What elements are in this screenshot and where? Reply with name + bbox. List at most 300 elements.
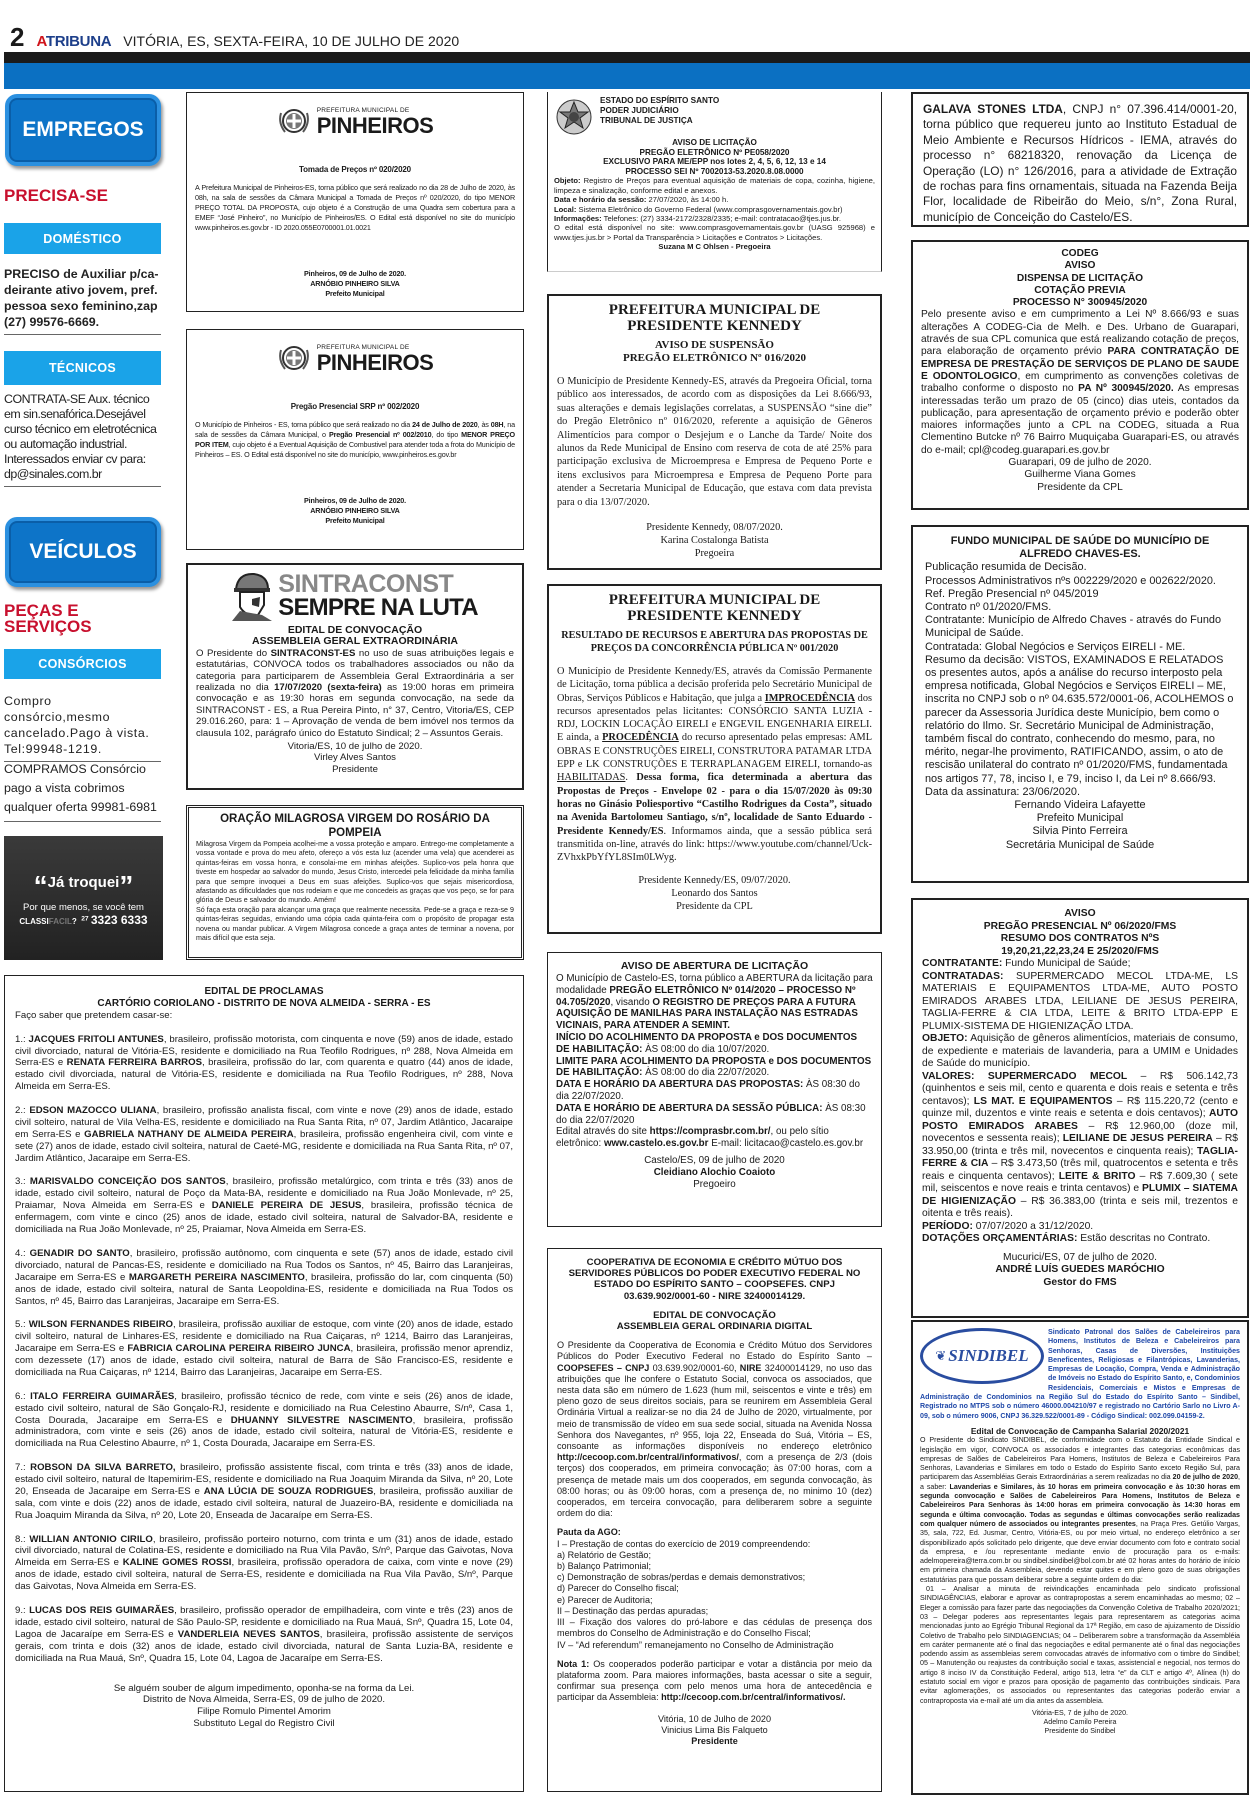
- text-run: O Município de Castelo-ES, torna público a ABERTURA da licitação para modalidade: [556, 973, 873, 996]
- text-run: 2.:: [15, 1105, 30, 1117]
- sign-name: Virley Alves Santos: [314, 752, 396, 764]
- crest-icon: [277, 105, 311, 137]
- notice-proclamas: [4, 975, 524, 1792]
- text-run: ROBSON DA SILVA BARRETO,: [30, 1462, 176, 1474]
- paragraph: [922, 1033, 1238, 1071]
- notice-title: FUNDO MUNICIPAL DE SAÚDE DO MUNICÍPIO DE ALFREDO CHAVES-ES.: [950, 535, 1210, 561]
- signature: [920, 1709, 1240, 1737]
- paragraph: [554, 205, 875, 214]
- paragraph: [556, 1056, 873, 1080]
- header-black-rule: [4, 52, 1250, 63]
- text-run: ÀS 08:00 do dia 22/07/2020.: [642, 1067, 770, 1079]
- sign-place: Presidente Kennedy/ES, 09/07/2020.: [638, 875, 791, 887]
- text-run: MARGARETH PEREIRA NASCIMENTO: [128, 1271, 305, 1283]
- text-run: , brasileira, profissão auxiliar de estoque, com vinte (20) anos de idade, estado civil solteiro, natural de Linhares-ES, residente e domiciliado na Rua Caiçaras, nº 1214, Bairro das Laranjeiras, Jacaraipe em Serra-ES e: [15, 1319, 513, 1355]
- promo-ddd: 27: [81, 914, 89, 922]
- sign-name: Filipe Romulo Pimentel Amorim: [197, 1706, 331, 1718]
- notice-pinheiros-pregao: [186, 329, 524, 550]
- sign-name: Guilherme Viana Gomes: [1024, 469, 1136, 481]
- paragraph: Contratada: Global Negócios e Serviços EIRELI - ME.: [925, 640, 1186, 653]
- notice-galava: [911, 92, 1249, 227]
- paragraph: [15, 1105, 513, 1165]
- text-run: , visando: [610, 996, 653, 1008]
- category-domestico[interactable]: DOMÉSTICO: [4, 223, 161, 254]
- text-run: , brasileira, profissão do lar, com cinquenta (50) anos de idade, estado civil solteira, natural de Santa Leopoldina-ES, residente e domiciliada na Rua Todos os Santos, nº 45, Bairro das Laranjeiras, Jacaraipe em Serra-ES.: [15, 1271, 514, 1307]
- paragraph: [556, 1079, 873, 1103]
- text-run: 4.:: [15, 1247, 30, 1259]
- text-run: , brasileira, profissão do lar, com quarenta e quatro (44) anos de idade, estado civil divorciada, natural de Vitória-ES, residente e domiciliada na Rua Teofilo Rodrigues, nº 288, Nova Almeida em Serra-ES.: [15, 1057, 513, 1093]
- signature: [922, 1252, 1238, 1290]
- paragraph: [15, 1176, 513, 1236]
- pinheiros-logo: [195, 342, 515, 374]
- paragraph: [922, 958, 1238, 971]
- notice-mucurici: [911, 898, 1249, 1318]
- text-run: Pregão Presencial nº 002/2010: [328, 430, 432, 439]
- notice-body: [920, 1436, 1240, 1585]
- prayer-instructions: Só faça esta oração para alcançar uma graça que realmente necessita. Pede-se a graça e reza-se 9 quintas-feiras seguidas, enviando uma cópia cada quinta-feira com o propósito de propagar esta novena ou mandar publicar. A Virgem Milagrosa concede a graça antes de terminar a novena, por mais difícil que esta seja.: [196, 905, 514, 943]
- title-line: PROCESSO N° 300945/2020: [1012, 297, 1148, 309]
- paragraph: [922, 971, 1238, 1034]
- promo-brand-b: FACIL: [48, 916, 72, 926]
- sign-role: Prefeito Municipal: [325, 289, 385, 298]
- text-run: ITALO FERREIRA GUIMARÃES: [30, 1390, 175, 1402]
- text-run: PROCEDÊNCIA: [602, 732, 679, 744]
- text-run: DANIELE PEREIRA DE JESUS: [211, 1200, 362, 1212]
- closing-line: Se alguém souber de algum impedimento, oponha-se na forma da Lei.: [113, 1682, 415, 1694]
- closing: [15, 1683, 513, 1731]
- paragraph: Contratante: Município de Alfredo Chaves - através do Fundo Municipal de Saúde.: [925, 614, 1222, 640]
- heading-precisa-se: PRECISA-SE: [4, 186, 108, 205]
- notice-title: Tomada de Preços nº 020/2020: [299, 165, 411, 174]
- signature: [925, 799, 1235, 852]
- text-run: , brasileiro, profissão operador de empilhadeira, com vinte e três (23) anos de idade, estado civil solteiro, natural de São Paulo-SP, residente e domiciliado na Rua Mauá, Snº, Quadra 15, Lote 04, Lagoa de Jacaraípe em Serra-ES e: [15, 1604, 513, 1640]
- org-line: PREFEITURA MUNICIPAL DE: [608, 302, 821, 318]
- paragraph: Publicação resumida de Decisão.: [925, 561, 1087, 574]
- sign-name: ANDRÉ LUÍS GUEDES MARÓCHIO: [995, 1264, 1165, 1275]
- paragraph: O edital está disponível no site: www.comprasgovernamentais.gov.br (UASG 925968) e www.tjes.jus.br > Portal da Transparência > Licitações e Contratos > Licitações.: [554, 223, 875, 242]
- page-number: 2: [10, 22, 25, 52]
- text-run: , brasileira, profissão auxiliar de sala, com vinte e dois (22) anos de idade, estado civil solteira, natural de Juazeiro-BA, residente e domiciliada na Rua Joaquim Miranda da Silva, nº 20, Lote 20, Enseada de Jacaraípe em Serra-ES.: [15, 1485, 513, 1521]
- sign-name: Cleidiano Alochio Coaioto: [653, 1166, 776, 1178]
- text-run: – R$ 7.609,30 ( sete mil, seiscentos e nove reais e trinta centavos) e: [922, 1170, 1238, 1194]
- text-run: , em cumprimento as convenções coletivas de trabalho conforme o disposto no: [921, 370, 1239, 395]
- text-run: O Presidente da Cooperativa de Economia e Crédito Mútuo dos Servidores Públicos do Poder Executivo Federal no Estado do Espírito Santo –: [557, 1340, 872, 1362]
- text-run: GALAVA STONES LTDA: [923, 102, 1063, 116]
- logo-big: PINHEIROS: [316, 113, 434, 138]
- text-run: do recurso apresentado pelas empresas: AML OBRAS E CONSTRUÇÕES EIRELI, CONSTRUTORA PATAMAR LTDA EPP e LK CONSTRUÇÕES E TERRAPLANAGEM EIRELI, tornando-as: [557, 732, 872, 771]
- notice-titles: [15, 986, 513, 1010]
- notice-body: [195, 420, 515, 460]
- agenda-list: [557, 1539, 872, 1651]
- text-run: no uso de suas atribuições legais e estatutárias, CONVOCA todos os trabalhadores associados ou não da categoria para participarem de Assembleia Geral Extraordinária a ser realizada no dia: [196, 647, 514, 694]
- title-line: DISPENSA DE LICITAÇÃO: [1016, 272, 1144, 284]
- notice-titles: [557, 339, 872, 365]
- notice-org: COOPERATIVA DE ECONOMIA E CRÉDITO MÚTUO DOS SERVIDORES PÚBLICOS DO PODER EXECUTIVO FEDERAL NO ESTADO DO ESPÍRITO SANTO – COOPSEFES. CNPJ 03.639.902/0001-60 - NIRE 32400014129.: [568, 1257, 861, 1302]
- text-run: O Presidente do Sindicato SINDIBEL, de conformidade com o Estatuto da Entidade Sindical e legislação em vigor, CONVOCA os associados e integrantes das categorias econômicas das empresas de Salões de Cabeleireiros Para Homens, Institutos de Beleza e Cabeleireiros Para Senhoras, Lavanderias e Similares em todo o Estado do Espírito Santo exceto Região Sul, para participarem das Assembléias Gerais Extraordinárias a serem realizadas no dia: [920, 1436, 1240, 1482]
- sign-name: ARNÓBIO PINHEIRO SILVA: [310, 279, 400, 288]
- text-run: COOPSEFES – CNPJ: [557, 1362, 650, 1373]
- sign-role: Prefeito Municipal: [1036, 812, 1124, 825]
- text-run: PA Nº 300945/2020.: [1078, 383, 1174, 395]
- sign-role: Presidente: [332, 763, 378, 775]
- paragraph: e) Parecer de Auditoria;: [557, 1594, 653, 1605]
- text-run: http://cecoop.com.br/central/informativos/.: [661, 1692, 846, 1703]
- newspaper-logo: [36, 33, 111, 50]
- text-run: Local:: [554, 204, 577, 214]
- section-veiculos[interactable]: VEÍCULOS: [5, 517, 161, 587]
- text-run: , brasileiro, profissão técnico de rede, com vinte e seis (26) anos de idade, estado civil solteiro, natural de São Gonçalo-RJ, residente e domiciliado na Rua Celestino Abaurre, S/nº, Casa 1, Costa Dourada, Jacaraipe em Serra-ES e: [15, 1390, 513, 1426]
- signature: [557, 1714, 872, 1748]
- text-run: ÀS 08:30 do dia 22/07/2020.: [556, 1079, 860, 1102]
- text-run: LEILIANE DE JESUS PEREIRA: [1062, 1133, 1213, 1144]
- org-line: PREFEITURA MUNICIPAL DE: [608, 592, 821, 608]
- paragraph: [15, 1462, 513, 1522]
- category-consorcios[interactable]: CONSÓRCIOS: [4, 649, 161, 679]
- sign-role: Presidente: [691, 1735, 738, 1746]
- text-run: ANA LÚCIA DE SOUZA RODRIGUES: [203, 1485, 374, 1497]
- text-run: – R$ 3.473,50 (três mil, quatrocentos e setenta e três reais e cinquenta centavos);: [922, 1158, 1238, 1182]
- text-run: WILSON FERNANDES RIBEIRO: [28, 1319, 173, 1331]
- notice-title: Edital de Convocação de Campanha Salarial 2020/2021: [970, 1425, 1190, 1436]
- text-run: JACQUES FRITOLI ANTUNES: [28, 1033, 164, 1045]
- text-run: NIRE: [739, 1362, 762, 1373]
- text-run: , brasileiro, profissão metalúrgico, com trinta e três (33) anos de idade, estado civil solteiro, natural de Poço da Mata-BA, residente e domiciliado na Rua João Monlevade, nº 25, Praiamar, Nova Almeida em Serra-ES e: [15, 1176, 513, 1212]
- text-run: MARISVALDO CONCEIÇÃO DOS SANTOS: [29, 1176, 226, 1188]
- text-run: , cujo objeto é a Eventual Aquisição de Combustivel para atender toda a frota do Município de Pinheiros – ES. O Edital está disponível no site do município, www.pinheiros.es.gov.br: [195, 440, 516, 459]
- text-run: OBJETO:: [922, 1033, 968, 1044]
- notice-body: [921, 309, 1239, 457]
- classified-ad: [4, 266, 161, 335]
- text-run: Registro de Preços para eventual aquisição de materiais de copa, cozinha, higiene, limpeza e sinalização, conforme edital e anexos.: [554, 176, 875, 195]
- text-run: , a saber:: [920, 1473, 1240, 1491]
- sign-place: Vitória-ES, 7 de julho de 2020.: [1031, 1708, 1129, 1717]
- text-run: GABRIELA NATHANY DE ALMEIDA PEREIRA: [84, 1128, 294, 1140]
- signature: [195, 496, 515, 526]
- agenda-items: 01 – Analisar a minuta de reivindicações encaminhada pelo sindicato profissional SINDIAGÊNCIAS, elaborar e aprovar as contrapropostas a serem encaminhadas ao mesmo; 02 – Eleger a comissão para fazer parte das negociações da Convenção Coletiva de Trabalho 2020/2021; 03 – Delegar poderes aos representantes legais para representarem as categorias acima mencionadas junto ao Egrégio Tribunal Regional da 17ª Região, em caso de ajuizamento de Dissídio Coletivo de Trabalho pelo SINDIAGENCIAS; 04 – Deliberarem sobre a transformação da Assembléia em caráter permanente até o final das negociações e edital permanente até o final das negociações podendo assim as assembleias serem convocadas através de informativo com o timbre do Sindibel; 05 – Manutenção ou reajustes da contribuição social e taxas, assistencial e negocial, nos termos do artigo 8 inciso IV da Constituição Federal, artigo 513, letra “e” da CLT e artigo 4º, Alínea (h) do estatuto social em vigor e prazos para oposição de pagamento das contribuições sindicais. Para evitar aglomerações, os associados ou representantes das categorias poderão enviar a contraproposta via e-mail até um dia antes da assembleia.: [920, 1585, 1240, 1705]
- sign-name: Vinicius Lima Bis Falqueto: [661, 1724, 768, 1735]
- sintraconst-logo: [196, 571, 514, 621]
- paragraph: [556, 973, 873, 1032]
- text-run: DATA E HORÁRIO DA ABERTURA DAS PROPOSTAS:: [556, 1079, 804, 1091]
- text-run: , brasileira, profissão técnica de enfermagem, com vinte e cinco (25) anos de idade, estado civil solteira, natural de Salvador-BA, residente e domiciliada na Rua João Monlevade, nº 25, Praiamar, Nova Almeida em Serra-ES.: [15, 1200, 513, 1236]
- text-run: O Município de Presidente Kennedy/ES, através da Comissão Permanente de Licitação, torna pública a decisão proferida pelo Secretário Municipal de Obras, Serviços Públicos e Habitação, que julga a: [557, 666, 872, 704]
- title-line: CARTÓRIO CORIOLANO - DISTRITO DE NOVA ALMEIDA - SERRA - ES: [97, 997, 431, 1009]
- notice-org: [557, 592, 872, 624]
- notice-body: [557, 1340, 872, 1519]
- paragraph: [15, 1605, 513, 1665]
- text-run: Nota 1:: [557, 1658, 590, 1669]
- sign-name: ARNÓBIO PINHEIRO SILVA: [310, 506, 400, 515]
- text-run: brasileiro, profissão assistente fiscal, com trinta e três (33) anos de idade, estado civil solteiro, natural de Itapemirim-ES, residente e domiciliado na Rua Joaquim Miranda da Silva, nº 20, Lote 20, Enseada de Jacaraipe em Serra-ES e: [15, 1462, 513, 1497]
- section-empregos[interactable]: EMPREGOS: [5, 94, 161, 166]
- tj-header: [554, 96, 875, 138]
- text-run: dos recursos apresentados pelas licitantes: CONSÓRCIO SANTA LUZIA - RDJ, LOCKIN LOCAÇÃO EIRELI e ENGEVIL ENGENHARIA EIRELI. E ainda, a: [557, 692, 872, 744]
- signature: [921, 457, 1239, 494]
- text-run: SINTRACONST-ES: [270, 647, 356, 659]
- text-run: As empresas interessadas terão um prazo de 05 (cinco) dias uteis, contados da publicação, para apresentação de orçamento prévio e poderão obter maiores informações junto a CPL na CODEG, situada a Rua Clementino Butcke nº 76 Bairro Muquiçaba Guarapari-ES, ou através do e-mail; cpl@codeg.guarapari.es.gov.br: [921, 383, 1239, 456]
- paragraph: [922, 1071, 1238, 1221]
- signature: [557, 521, 872, 560]
- text-run: DATA E HORÁRIO DE ABERTURA DA SESSÃO PÚBLICA:: [556, 1102, 823, 1114]
- paragraph: Data da assinatura: 23/06/2020.: [925, 785, 1081, 798]
- title-line: PREGÃO ELETRÔNICO Nº PE058/2020: [639, 147, 790, 157]
- notice-titles: [557, 1310, 872, 1332]
- sign-name: Fernando Videira Lafayette: [1014, 799, 1146, 812]
- text-run: PLUMIX – SIATEMA DE HIGIENIZAÇÃO: [922, 1183, 1238, 1207]
- sign-place: Presidente Kennedy, 08/07/2020.: [646, 522, 783, 534]
- notice-org: [557, 302, 872, 334]
- notice-codeg: [911, 240, 1249, 510]
- text-run: GENADIR DO SANTO: [29, 1247, 130, 1259]
- promo-brand: CLASSI: [19, 916, 49, 926]
- org-line: PRESIDENTE KENNEDY: [627, 318, 802, 334]
- notice-sintraconst: [186, 563, 524, 790]
- close-quote-icon: ”: [119, 869, 134, 901]
- sign-role: Presidente da CPL: [1037, 481, 1123, 493]
- text-run: , na sala de sessões da Câmara Municipal, o: [195, 420, 515, 439]
- text-run: , às: [477, 420, 491, 429]
- text-run: – R$ 115.220,72 (cento e quinze mil, duzentos e vinte reais e setenta e dois centavos);: [922, 1095, 1238, 1119]
- text-run: RENATA FERREIRA BARROS: [66, 1057, 202, 1069]
- sign-place: Pinheiros, 09 de Julho de 2020.: [303, 496, 406, 505]
- sign-role: Pregoeiro: [693, 1178, 736, 1190]
- text-run: ÀS 08:00 do dia 10/07/2020.: [642, 1043, 770, 1055]
- sign-role: Pregoeira: [694, 548, 735, 560]
- sign-name: Leonardo dos Santos: [671, 888, 758, 900]
- text-run: 1.:: [15, 1033, 29, 1045]
- paragraph: Resumo da decisão: VISTOS, EXAMINADOS E RELATADOS os presentes autos, após a análise do recurso interposto pela empresa notificada, Global Negócios e Serviços EIRELI – ME, inscrita no CNPJ sob o nº 04.635.572/0001-06, ACOLHEMOS o parecer da Assessoria Jurídica deste Município, bem como o relatório do Ilmo. Sr. Secretário Municipal de Administração, também fiscal do contrato, conhecendo do mesmo, para, no mérito, negar-lhe provimento, RATIFICANDO, assim, o ato de rescisão unilateral do contrato nº 01/2020/FMS, fundamentada nos artigos 77, 78, inciso I, e 79, inciso I, da Lei nº 8.666/93.: [925, 653, 1234, 785]
- signature: Suzana M C Ohlsen - Pregoeira: [658, 242, 771, 252]
- notice-body: [556, 973, 873, 1150]
- text-run: KALINE GOMES ROSSI: [122, 1557, 232, 1569]
- text-run: VANDERLEIA NEVES SANTOS: [177, 1628, 320, 1640]
- text-run: www.castelo.es.gov.br: [603, 1138, 709, 1150]
- title-line: PREGÃO ELETRÔNICO Nº 016/2020: [622, 352, 806, 364]
- paragraph: [15, 1319, 513, 1379]
- text-run: Objeto:: [554, 176, 581, 186]
- text-run: PARA CONTRATAÇÃO DE EMPRESA DE PRESTAÇÃO DE SERVIÇOS DE PLANO DE SAUDE E ODONTOLOGICO: [921, 346, 1239, 382]
- header-blue-band: [4, 63, 1250, 89]
- classified-ad: Compro consórcio,mesmo cancelado.Pago à vista. Tel:99948-1219.: [4, 693, 161, 762]
- text-run: , brasileiro, profissão porteiro noturno, com trinta e um (31) anos de idade, estado civil divorciado, natural de Colatina-ES, residente e domiciliado na Rua Vila Pavão, S/nº, Parque das Gaivotas, Nova Almeida em Serra-ES e: [15, 1533, 513, 1569]
- logo-a: A: [36, 33, 46, 50]
- text-run: 6.:: [15, 1390, 31, 1402]
- title-line: COTAÇÃO PREVIA: [1034, 284, 1126, 296]
- promo-quote: [34, 870, 134, 902]
- text-run: IMPROCEDÊNCIA: [764, 692, 856, 704]
- notice-titles: [921, 248, 1239, 309]
- title-line: PREGÃO PRESENCIAL Nº 06/2020/FMS: [983, 920, 1177, 932]
- paragraph: [922, 1221, 1238, 1234]
- text-run: – R$ 36.383,00 (trinta e seis mil, trezentos e oitenta e três reais).: [922, 1195, 1238, 1219]
- text-run: Sistema Eletrônico do Governo Federal (www.comprasgovernamentais.gov.br): [576, 204, 843, 214]
- text-run: – R$ 33.950,00 (trinta e três mil, novecentos e cinquenta reais);: [922, 1133, 1238, 1157]
- classifacil-promo[interactable]: [4, 836, 163, 960]
- text-run: 17/07/2020 (sexta-feira): [274, 682, 382, 694]
- notice-kennedy-resultado: [547, 584, 882, 934]
- text-run: , CNPJ n° 07.396.414/0001-20, torna público que requereu junto ao Instituto Estadual de Meio Ambiente e Recursos Hídricos - IEMA, através do processo n° 68218320, renovação da Licença de Operação (LO) n° 126/2016, para a atividade de Extração de rochas para fins ornamentais, situada na Fazenda Beija Flor, localidade de Ribeirão do Meio, s/n°, Zona Rural, município de Conceição do Castelo/ES.: [923, 102, 1237, 224]
- text-run: LUCAS DOS REIS GUIMARÃES: [29, 1604, 175, 1616]
- title-line: CODEG: [1061, 248, 1099, 259]
- title-line: PROCESSO SEI Nº 7002013-53.2020.8.08.0000: [625, 166, 804, 176]
- sign-place: Vitória, 10 de Julho de 2020: [657, 1713, 772, 1724]
- text-run: 03.639.902/0001-60,: [649, 1362, 740, 1373]
- dateline: VITÓRIA, ES, SEXTA-FEIRA, 10 DE JULHO DE 2020: [123, 33, 460, 49]
- paragraph: [554, 195, 875, 204]
- text-run: 8.:: [15, 1533, 30, 1545]
- text-run: , na Praça Pres. Getúlio Vargas, 35, sala, 722, Ed. Jusmar, Centro, Vitória-ES, ou por meio virtual, no endereço eletrônico a ser disponibilizado após solicitado pelo dirigente, que deve enviar documento com foto e contrato social da empresa, e /ou representante mediante envio de procuração para os e-mails: adelmopereira@terra.com.br ou sindibel.sindibel@bol.com.br até 02 horas antes do horário de início em primeira chamada da Assembleia, devendo estar quites e em pleno gozo de suas obrigações estatutárias para que possam deliberar sobre a seguinte ordem do dia:: [920, 1519, 1241, 1584]
- text-run: http://cecoop.com.br/central/informativos/: [557, 1452, 739, 1463]
- title-line: AVISO: [1064, 260, 1096, 272]
- notice-title: Pregão Presencial SRP nº 002/2020: [290, 402, 420, 411]
- category-tecnicos[interactable]: TÉCNICOS: [4, 351, 161, 385]
- text-run: O Município de Pinheiros - ES, torna público que será realizado no dia: [195, 420, 413, 429]
- tj-line3: TRIBUNAL DE JUSTIÇA: [600, 116, 693, 125]
- text-run: , brasileiro, profissão analista fiscal, com vinte e nove (29) anos de idade, estado civil solteiro, natural de Vila Velha-ES, residente e domiciliado na Rua Santa Rita, nº 07, Jardim Atlântico, Jacaraipe em Serra-ES e: [15, 1105, 513, 1140]
- tj-titles: [554, 138, 875, 176]
- notice-castelo: [547, 952, 882, 1227]
- text-run: AUTO POSTO EMIRADOS ARABES: [922, 1108, 1238, 1132]
- classified-ad: COMPRAMOS Consórcio pago a vista cobrimos qualquer oferta 99981-6981: [4, 760, 161, 822]
- sign-place: Castelo/ES, 09 de julho de 2020: [644, 1154, 785, 1166]
- logo-small: PREFEITURA MUNICIPAL DE: [316, 344, 410, 351]
- title-line: EDITAL DE PROCLAMAS: [204, 986, 324, 997]
- title-line: EDITAL DE CONVOCAÇÃO: [653, 1309, 776, 1321]
- title-line: ASSEMBLEIA GERAL ORDINARIA DIGITAL: [616, 1321, 813, 1333]
- page-header: [10, 22, 459, 50]
- notice-title: RESULTADO DE RECURSOS E ABERTURA DAS PROPOSTAS DE PREÇOS DA CONCORRÊNCIA PÚBLICA Nº 001/2020: [561, 630, 868, 654]
- text-run: 20 de julho de 2020: [1172, 1473, 1239, 1482]
- notice-body: [922, 958, 1238, 1246]
- sign-role: Prefeito Municipal: [325, 516, 385, 525]
- text-run: DHUANNY SILVESTRE NASCIMENTO: [230, 1414, 413, 1426]
- text-run: , do tipo: [431, 430, 462, 439]
- text-run: Edital através do site: [556, 1126, 650, 1138]
- notice-body: [557, 665, 872, 864]
- title-line: EXCLUSIVO PARA ME/EPP nos lotes 2, 4, 5, 6, 12, 13 e 14: [603, 157, 826, 167]
- text-run: , ou pelo sítio eletrônico:: [556, 1126, 829, 1150]
- paragraph: b) Balanço Patrimonial;: [557, 1561, 652, 1572]
- promo-quote-text: Já troquei: [47, 873, 120, 891]
- tj-line2: PODER JUDICIÁRIO: [600, 106, 679, 115]
- signature: [195, 269, 515, 299]
- sign-name: Karina Costalonga Batista: [660, 535, 769, 547]
- text-run: Estão descritas no Contrato.: [1077, 1233, 1211, 1244]
- text-run: PRECISO: [4, 267, 60, 281]
- notice-oracao: [186, 805, 524, 960]
- text-run: 24 de Julho de 2020: [412, 420, 478, 429]
- sign-role: Secretária Municipal de Saúde: [1005, 838, 1155, 851]
- paragraph: [15, 1248, 513, 1308]
- marriage-entries: [15, 1034, 513, 1665]
- text-run: WILLIAN ANTONIO CIRILO: [29, 1533, 153, 1545]
- text-run: , com a presença de 2/3 (dois terços) dos cooperados, em primeira convocação; às 07:00 horas, com a presença de metade mais um dos cooperados, em segunda convocação, às 08:00 horas; ou às 09:00 horas, com a presença de, no minimo 10 (dez) cooperados, em terceira convocação, para deliberarem sobre a seguinte ordem do dia:: [557, 1452, 872, 1519]
- notice-title: EDITAL DE CONVOCAÇÃO: [287, 624, 423, 636]
- paragraph: [556, 1032, 873, 1056]
- paragraph: [15, 1034, 513, 1094]
- text-run: 32400014129, no uso das atribuições que lhe confere o Estatuto Social, convoca os associados, que nesta data são em número de 1.623 (hum mil, seiscentos e vinte e três) em pleno gozo de seus direitos sociais, para se reunirem em Assembleia Geral Ordinária Virtual a realizar-se no dia 24 de Julho de 2020, virtualmente, por meio de transmissão de vídeo em sua sede social, situada na Avenida Nossa Senhora dos Navegantes, nº 955, loja 22, Enseada do Suá, Vitória – ES, consoante as informações disponíveis no endereço eletrônico: [557, 1362, 872, 1452]
- paragraph: [554, 214, 875, 223]
- text-run: INÍCIO DO ACOLHIMENTO DA PROPOSTA e DOS DOCUMENTOS DE HABILITAÇÃO:: [556, 1031, 857, 1055]
- sign-place: Guarapari, 09 de julho de 2020.: [1008, 457, 1152, 469]
- agenda-title: Pauta da AGO:: [557, 1527, 621, 1538]
- signature: [557, 874, 872, 913]
- text-run: E-mail: licitacao@castelo.es.gov.br: [708, 1138, 864, 1150]
- paragraph: II – Destinação das perdas apuradas;: [557, 1605, 709, 1616]
- notice-subtitle: ASSEMBLEIA GERAL EXTRAORDINÁRIA: [252, 635, 458, 648]
- notice-body: O Município de Presidente Kennedy-ES, através da Pregoeira Oficial, torna público aos interessados, de acordo com as disposições da Lei 8.666/93, suas alterações e demais legislações correlatas, a SUSPENSÃO “sine die” do Pregão Eletrônico nº 016/2020, referente a aquisição de Gêneros Alimentícios para compor o Desjejum e o Lanche da Tarde/ Noite dos alunos da Rede Municipal de Ensino com reserva de cota de até 25% para participação exclusiva de Microempresa e Empresa de Pequeno Porte e itens exclusivos para Microempresa e Empresa de Pequeno Porte para atender a Secretaria Municipal de Educação, que estava com data prevista para o dia 13/07/2020.: [557, 376, 872, 508]
- notice-pinheiros-tomada: [186, 92, 524, 312]
- sindibel-intro: Sindicato Patronal dos Salões de Cabeleireiros para Homens, Institutos de Beleza e Cabeleireiros para Senhoras, Casas de Diversões, Instituições Beneficentes, Religiosas e Filantrópicas, Lavanderias, Empresas de Locação, Compra, Venda e Administração de Imóveis no Estado do Espírito Santo, e, Condominios Residenciais, Comerciais e Mistos e Empresas de Administração de Condominios na Região Sul do Estado do Espírito Santo – Sindibel, Registrado no MTPS sob o número 46000.004210/97 e registrado no Cartório Sarlo no Livro A-09, sob o número 9006, CNPJ 36.329.522/0001-89 - Código Sindical: 002.099.04159-2.: [920, 1328, 1240, 1420]
- text-run: LIMITE PARA ACOLHIMENTO DA PROPOSTA e DOS DOCUMENTOS DE HABILITAÇÃO:: [556, 1055, 872, 1079]
- notice-titles: [922, 908, 1238, 958]
- title-line: 19,20,21,22,23,24 E 25/2020/FMS: [1001, 945, 1159, 957]
- paragraph: [15, 1534, 513, 1594]
- paragraph: [15, 1391, 513, 1451]
- title-line: AVISO DE LICITAÇÃO: [672, 138, 757, 147]
- leaf-icon: ❦: [935, 1348, 947, 1364]
- sign-role: Presidente da CPL: [676, 901, 753, 913]
- text-run: , brasileiro, profissão autônomo, com cinquenta e sete (57) anos de idade, estado civil divorciado, natural de Pancas-ES, residente e domiciliado na Rua Todos os Santos, nº 45, Bairro das Laranjeiras, Jacaraipe em Serra-ES e: [15, 1247, 513, 1283]
- logo-line1: SINTRACONST: [278, 570, 454, 598]
- paragraph: [554, 176, 875, 195]
- text-run: de Auxiliar p/ca-deirante ativo jovem, pref. pessoa sexo feminino,zap (27) 99576-6669.: [4, 267, 159, 329]
- text-run: , brasileiro, profissão motorista, com cinquenta e nove (59) anos de idade, estado civil divorciado, natural de Vitória-ES, residente e domiciliado na Rua Teofilo Rodrigues, nº 288, Nova Almeida em Serra-ES e: [15, 1033, 513, 1069]
- text-run: 9.:: [15, 1604, 30, 1616]
- paragraph: I – Prestação de contas do exercício de 2019 compreendendo:: [557, 1538, 811, 1549]
- text-run: TAGLIA- FERRE & CIA: [922, 1145, 1238, 1169]
- title-line: AVISO: [1064, 908, 1096, 919]
- title-line: AVISO DE SUSPENSÃO: [654, 339, 774, 351]
- sign-role: Presidente do Sindibel: [1044, 1727, 1116, 1736]
- text-run: SUPERMERCADO MECOL LTDA-ME, LS MATERIAIS E EQUIPAMENTOS LTDA-ME, AUTO POSTO EMIRADOS ARABES LTDA, LEILIANE DE JESUS PEREIRA, TAGLIA-FERRE & CIA LTDA, LEITE & BRITO LTDA-EPP E PLUMIX-SISTEMA DE HIGIENIZAÇÃO LTDA.: [922, 970, 1238, 1032]
- text-run: – R$ 506.142,73 (quinhentos e seis mil, cento e quarenta e dois reais e setenta e três centavos);: [922, 1070, 1238, 1107]
- text-run: HABILITADAS: [557, 772, 626, 784]
- paragraph: Ref. Pregão Presencial nº 045/2019: [925, 587, 1099, 600]
- classified-ad: CONTRATA-SE Aux. técnico em sin.senafórica.Desejável curso técnico em eletrotécnica ou automação industrial. Interessados enviar cv para: dp@sinales.com.br: [4, 392, 161, 487]
- tj-line1: ESTADO DO ESPÍRITO SANTO: [600, 96, 720, 105]
- text-run: , brasileira, profissão menor aprendiz, com dezessete (17) anos de idade, estado civil solteira, natural de Barra de São Francisco-ES, residente e domiciliada na Rua Caiçaras, nº 1214, Bairro das Laranjeiras, Jacaraipe em Serra-ES.: [15, 1343, 513, 1378]
- notice-intro: Faço saber que pretendem casar-se:: [15, 1009, 173, 1021]
- signature: [196, 741, 514, 775]
- text-run: as 19:00 horas em primeira convocação e as 19:30 horas em segunda convocação, na sede da SINTRACONST - ES, a Rua Pereira Pinto, n° 37, Centro, Vitoria/ES, CEP 29.016.260, para: 1 – Aprovação de venda de bem imóvel nos termos da clausula 102, parágrafo único do Estatuto Sindical; 2 – Assuntos Gerais.: [196, 682, 514, 739]
- paragraph: [556, 1103, 873, 1127]
- pinheiros-logo: [195, 105, 515, 137]
- text-run: 7.:: [15, 1462, 31, 1474]
- text-run: , brasileira, profissão administradora, com vinte e seis (26) anos de idade, estado civil solteira, natural de Vitória-ES, residente e domiciliada na Rua Celestino Abaurre, nº 1, Costa Dourada, Jacaraipe em Serra-ES.: [15, 1414, 514, 1450]
- text-run: DOTAÇÕES ORÇAMENTÁRIAS:: [922, 1233, 1078, 1244]
- text-run: Pelo presente aviso e em cumprimento a Lei Nº 8.666/93 e suas alterações A CODEG-Cia de Melh. e Des. Urbano de Guarapari, através de sua CPL comunica que está realizando cotação de preços, para elaboração de orçamento prévio: [921, 309, 1239, 358]
- text-run: FABRICIA CAROLINA PEREIRA RIBEIRO JUNCA: [127, 1343, 351, 1355]
- text-run: Data e horário da sessão:: [554, 195, 647, 205]
- open-quote-icon: “: [33, 869, 48, 901]
- text-run: LS MAT. E EQUIPAMENTOS: [973, 1095, 1113, 1107]
- notice-body: [923, 102, 1237, 225]
- text-run: EDSON MAZOCCO ULIANA: [29, 1105, 157, 1117]
- text-run: . Informamos ainda, que a sessão pública será transmitida on-line, através do link: https://www.youtube.com/channel/Uck-ZVhxkPbYfYL8SIm0LWyg.: [557, 825, 872, 864]
- sign-name: Silvia Pinto Ferreira: [1032, 825, 1128, 838]
- notice-body: [925, 561, 1235, 799]
- notice-kennedy-suspensao: [547, 294, 882, 570]
- text-run: 27/07/2020, às 14:00 h.: [646, 195, 729, 205]
- note: [557, 1659, 872, 1704]
- sign-role: Substituto Legal do Registro Civil: [193, 1718, 335, 1730]
- paragraph: III – Fixação dos valores do pró-labore e das cédulas de presença dos membros do Conselho de Administração e do Conselho Fiscal;: [557, 1617, 872, 1639]
- logo-line2: SEMPRE NA LUTA: [278, 594, 478, 621]
- text-run: LEITE & BRITO: [1058, 1170, 1136, 1182]
- promo-q: ?: [71, 916, 77, 926]
- text-run: 3.:: [15, 1176, 30, 1188]
